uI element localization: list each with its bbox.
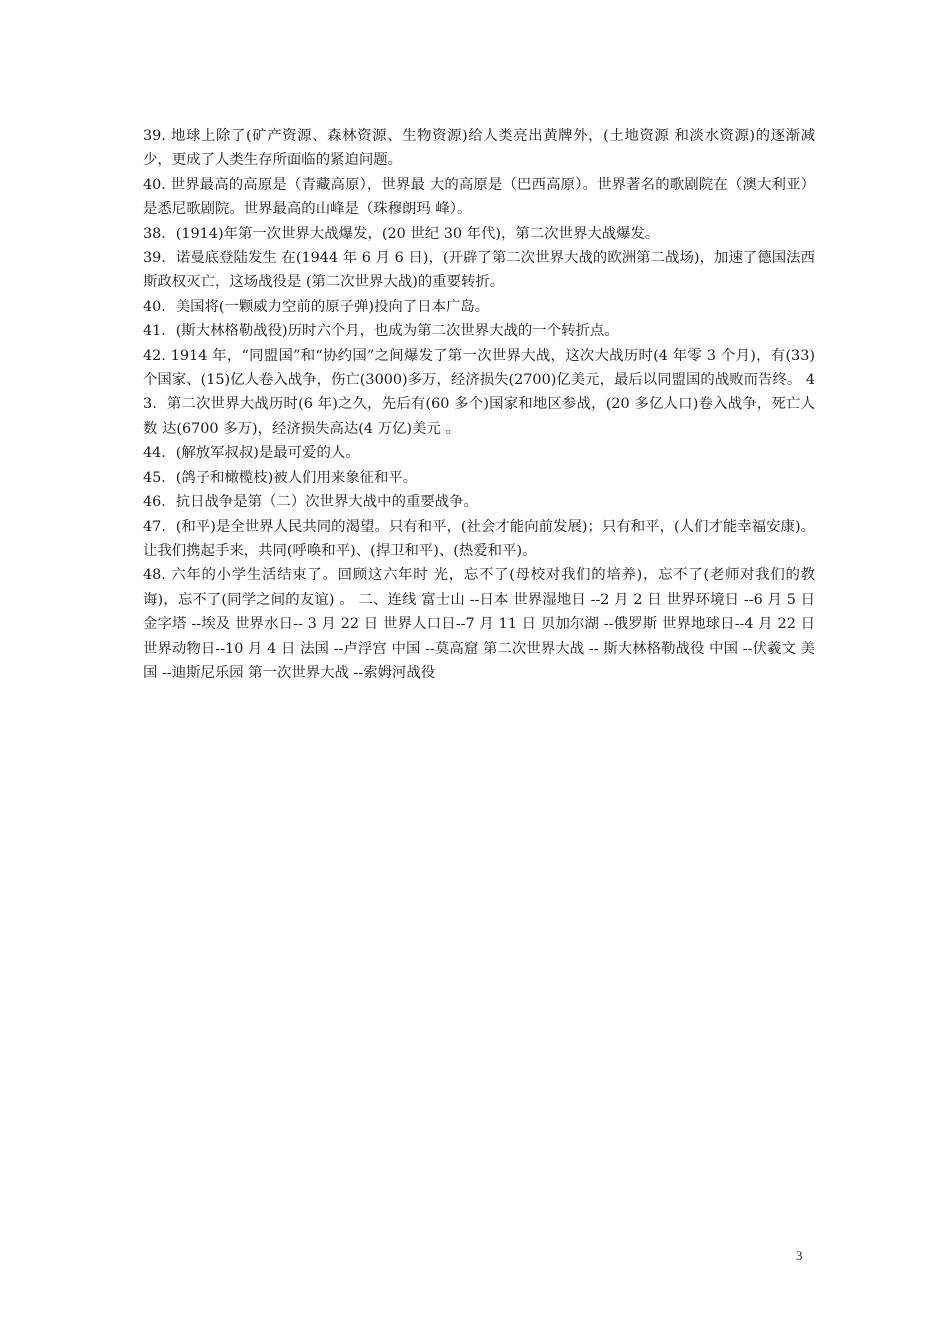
paragraph-39-resources: 39. 地球上除了(矿产资源、森林资源、生物资源)给人类亮出黄牌外，(土地资源 和淡水资源)的逐渐减少，更成了人类生存所面临的紧迫问题。 <box>143 128 815 169</box>
paragraph-48-matching: 48. 六年的小学生活结束了。回顾这六年时 光，忘不了(母校对我们的培养)，忘不了(老师对我们的教诲)，忘不了(同学之间的友谊) 。 二、连线 富士山 --日本 世界湿地日 --2 月 2 日 世界环境日 --6 月 5 日 金字塔 --埃及 世界水日-- 3 月 22 日 世界人口日--7 月 11 日 贝加尔湖 --俄罗斯 世界地球日--4 月 22 日 世界动物日--10 月 4 日 法国 --卢浮宫 中国 --莫高窟 第二次世界大战 -- 斯大林格勒战役 中国 --伏羲文 美国 --迪斯尼乐园 第一次世界大战 --索姆河战役 <box>143 567 815 681</box>
paragraph-39-normandy: 39．诺曼底登陆发生 在(1944 年 6 月 6 日)，(开辟了第二次世界大战的欧洲第二战场)，加速了德国法西斯政权灭亡，这场战役是 (第二次世界大战)的重要转折。 <box>143 250 815 291</box>
paragraph-47-peace: 47．(和平)是全世界人民共同的渴望。只有和平，(社会才能向前发展)；只有和平，(人们才能幸福安康)。 让我们携起手来，共同(呼唤和平)、(捍卫和平)、(热爱和平)。 <box>143 518 815 559</box>
paragraph-40-geography: 40. 世界最高的高原是（青藏高原），世界最 大的高原是（巴西高原）。世界著名的歌剧院在（澳大利亚）是悉尼歌剧院。世界最高的山峰是（珠穆朗玛 峰）。 <box>143 176 815 218</box>
paragraph-40-atomic-bomb: 40．美国将(一颗威力空前的原子弹)投向了日本广岛。 <box>143 298 490 315</box>
paragraph-41-stalingrad: 41．(斯大林格勒战役)历时六个月，也成为第二次世界大战的一个转折点。 <box>143 323 619 340</box>
paragraph-44-pla: 44．(解放军叔叔)是最可爱的人。 <box>143 445 360 462</box>
paragraph-42-43-war-stats: 42. 1914 年，“同盟国”和“协约国”之间爆发了第一次世界大战，这次大战历时(4 年零 3 个月)，有(33) 个国家、(15)亿人卷入战争，伤亡(3000)多万，经济损失(2700)亿美元，最后以同盟国的战败而告终。 43．第二次世界大战历时(6 年)之久，先后有(60 多个)国家和地区参战，(20 多亿人口)卷入战争，死亡人数 达(6700 多万)，经济损失高达(4 万亿)美元 。 <box>143 347 815 437</box>
page-number: 3 <box>796 1248 803 1263</box>
paragraph-46-anti-japanese-war: 46．抗日战争是第（二）次世界大战中的重要战争。 <box>143 494 478 511</box>
paragraph-45-peace-symbol: 45．(鸽子和橄榄枝)被人们用来象征和平。 <box>143 469 418 486</box>
paragraph-38-world-wars: 38．(1914)年第一次世界大战爆发，(20 世纪 30 年代)，第二次世界大战爆发。 <box>143 225 660 242</box>
document-body <box>143 124 815 685</box>
